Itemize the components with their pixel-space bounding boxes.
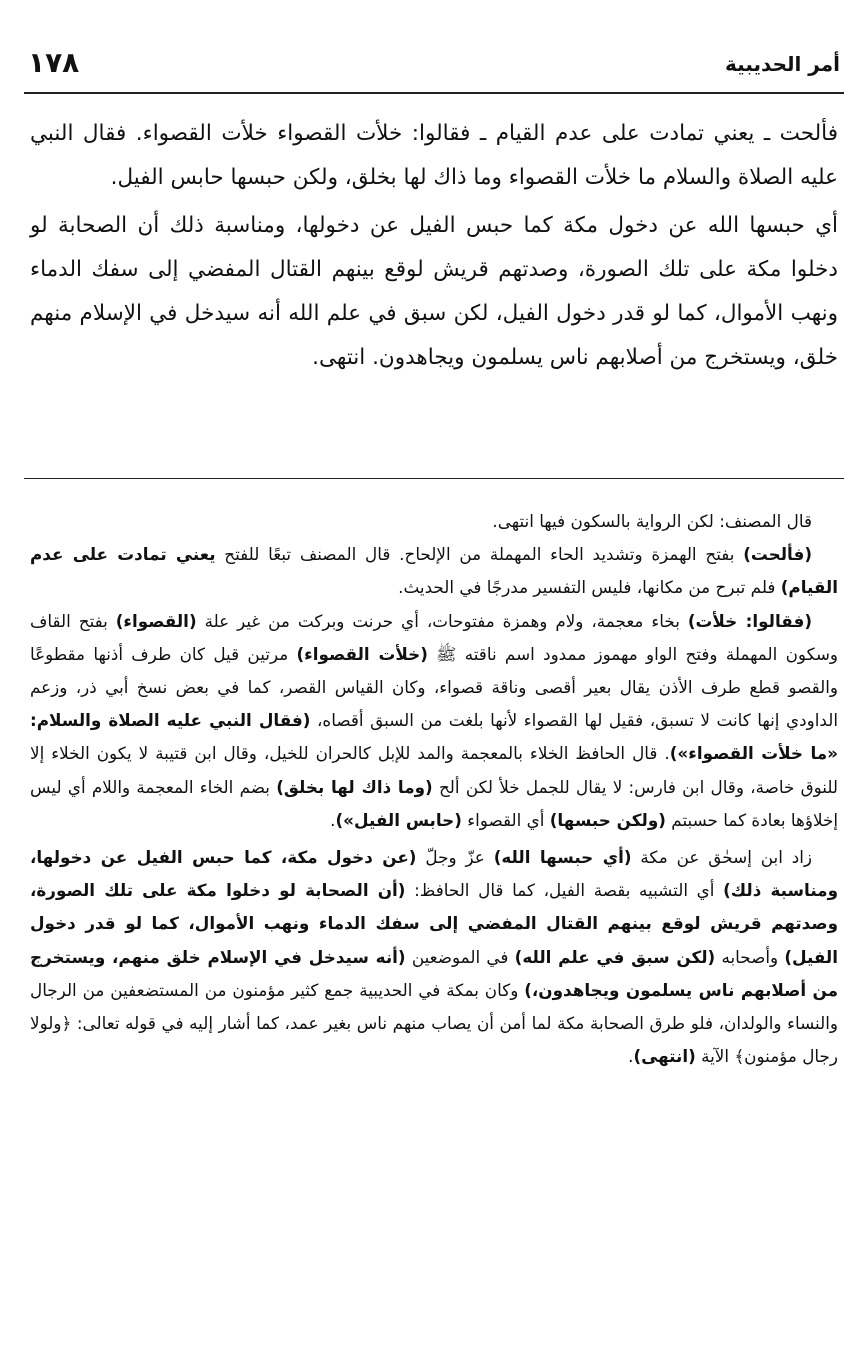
commentary-text: قال المصنف: لكن الرواية بالسكون فيها انتهى. (492, 511, 812, 531)
commentary-text: أي التشبيه بقصة الفيل، كما قال الحافظ: (405, 880, 724, 901)
commentary-text: مرتين قيل كان طرف أذنها مقطوعًا والقصو قطع طرف الأذن يقال بعير أقصى وناقة قصواء، وكان القياس القصر، كما في بعض نسخ أبي ذر، وزعم الداودي إنها كانت لا تسبق، فقيل لها القصواء لأنها بلغت من السبق أقصاه، (30, 643, 838, 731)
header-rule (24, 92, 844, 94)
commentary-text: أي القصواء (461, 809, 550, 830)
commentary-text: وكان بمكة في الحديبية جمع كثير مؤمنون من المستضعفين من الرجال والنساء والولدان، فلو طرق الصحابة مكة لما أمن أن يصاب منهم ناس بغير عمد، كما أشار إليه في قوله تعالى: ﴿ولولا رجال مؤمنون﴾ الآية (30, 979, 838, 1067)
separator-rule (24, 478, 844, 479)
main-paragraph: أي حبسها الله عن دخول مكة كما حبس الفيل عن دخولها، ومناسبة ذلك أن الصحابة لو دخلوا مكة على تلك الصورة، وصدتهم قريش لوقع بينهم القتال المفضي إلى سفك الدماء ونهب الأموال، كما لو قدر دخول الفيل، لكن سبق في علم الله أنه سيدخل في الإسلام منهم خلق، ويستخرج من أصلابهم ناس يسلمون ويجاهدون. انتهى. (30, 213, 838, 370)
quoted-phrase: (القصواء) (115, 610, 197, 631)
commentary-text: بضم الخاء المعجمة واللام أي ليس إخلاؤها بعادة كما حسبتم (30, 776, 838, 830)
quoted-phrase: (لكن سبق في علم الله) (514, 946, 716, 967)
main-text (30, 112, 838, 384)
commentary-text: في الموضعين (405, 946, 515, 967)
quoted-phrase: يعني تمادت على عدم القيام) (30, 544, 838, 598)
commentary-paragraph (30, 605, 838, 837)
commentary-text: بخاء معجمة، ولام وهمزة مفتوحات، أي حرنت وبركت من غير علة (196, 610, 688, 631)
quoted-phrase: (وما ذاك لها بخلق) (276, 776, 433, 797)
commentary-paragraph (30, 505, 838, 538)
quoted-phrase: (انتهى) (633, 1046, 696, 1067)
running-title: أمر الحديبية (725, 52, 840, 76)
commentary-text: . (330, 809, 336, 830)
quoted-phrase: (أن الصحابة لو دخلوا مكة على تلك الصورة، وصدتهم قريش لوقع بينهم القتال المفضي إلى سفك الدماء ونهب الأموال، كما لو قدر دخول الفيل) (30, 880, 838, 967)
main-paragraph: فألحت ـ يعني تمادت على عدم القيام ـ فقالوا: خلأت القصواء خلأت القصواء. فقال النبي عليه الصلاة والسلام ما خلأت القصواء وما ذاك لها بخلق، ولكن حبسها حابس الفيل. (30, 121, 838, 190)
quoted-phrase: (ولكن حبسها) (549, 809, 666, 830)
commentary-text: بفتح الهمزة وتشديد الحاء المهملة من الإلحاح. قال المصنف تبعًا للفتح (215, 544, 744, 565)
commentary-text: عزّ وجلّ (416, 847, 494, 868)
commentary-text: فلم تبرح من مكانها، فليس التفسير مدرجًا في الحديث. (398, 577, 781, 598)
quoted-phrase: (فقالوا: خلأت) (687, 610, 812, 631)
page-number: ١٧٨ (28, 46, 80, 79)
commentary-text: زاد ابن إسحٰق عن مكة (631, 847, 813, 868)
quoted-phrase: (أي حبسها الله) (493, 847, 632, 868)
commentary-paragraph (30, 841, 838, 1073)
commentary-text: . قال الحافظ الخلاء بالمعجمة والمد للإبل كالحران للخيل، وقال ابن قتيبة لا يكون الخلاء إلا للنوق خاصة، وقال ابن فارس: لا يقال للجمل خلأ لكن ألح (30, 743, 838, 797)
quoted-phrase: (حابس الفيل») (335, 809, 462, 830)
commentary-paragraph (30, 538, 838, 604)
commentary-text: وأصحابه (715, 946, 785, 967)
page-header (24, 40, 844, 90)
commentary-text: . (628, 1046, 634, 1067)
quoted-phrase: (خلأت القصواء) (296, 643, 428, 664)
quoted-phrase: (أنه سيدخل في الإسلام خلق منهم، ويستخرج من أصلابهم ناس يسلمون ويجاهدون،) (30, 946, 838, 1000)
quoted-phrase: (فألحت) (743, 544, 812, 565)
quoted-phrase: (عن دخول مكة، كما حبس الفيل عن دخولها، ومناسبة ذلك) (30, 847, 839, 901)
quoted-phrase: (فقال النبي عليه الصلاة والسلام: «ما خلأت القصواء») (30, 710, 838, 764)
commentary-text: بفتح القاف وسكون المهملة وفتح الواو مهموز ممدود اسم ناقته ﷺ (30, 610, 839, 664)
commentary (30, 505, 838, 1073)
